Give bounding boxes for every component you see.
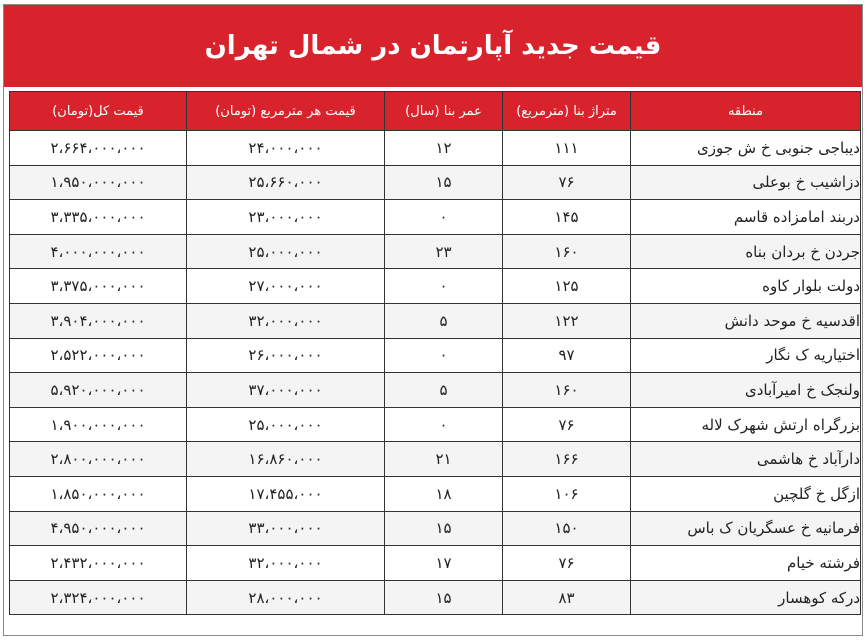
cell-region: ازگل خ گلچین <box>631 476 861 511</box>
cell-total-price: ۴،۰۰۰،۰۰۰،۰۰۰ <box>10 234 187 269</box>
table-row <box>10 131 861 166</box>
cell-region: دزاشیب خ بوعلی <box>631 165 861 200</box>
cell-total-price: ۱،۹۵۰،۰۰۰،۰۰۰ <box>10 165 187 200</box>
cell-price-per-m2: ۳۳،۰۰۰،۰۰۰ <box>187 511 385 546</box>
column-header-age: عمر بنا (سال) <box>385 92 503 131</box>
cell-region: جردن خ بردان بناه <box>631 234 861 269</box>
table-row <box>10 373 861 408</box>
cell-price-per-m2: ۲۸،۰۰۰،۰۰۰ <box>187 580 385 615</box>
cell-area: ۱۴۵ <box>503 200 631 235</box>
cell-total-price: ۱،۹۰۰،۰۰۰،۰۰۰ <box>10 407 187 442</box>
cell-area: ۱۲۲ <box>503 303 631 338</box>
cell-price-per-m2: ۳۲،۰۰۰،۰۰۰ <box>187 546 385 581</box>
cell-region: دربند امامزاده قاسم <box>631 200 861 235</box>
cell-price-per-m2: ۲۵،۰۰۰،۰۰۰ <box>187 407 385 442</box>
cell-price-per-m2: ۲۶،۰۰۰،۰۰۰ <box>187 338 385 373</box>
cell-area: ۱۶۰ <box>503 234 631 269</box>
cell-region: بزرگراه ارتش شهرک لاله <box>631 407 861 442</box>
cell-price-per-m2: ۲۳،۰۰۰،۰۰۰ <box>187 200 385 235</box>
cell-area: ۱۲۵ <box>503 269 631 304</box>
apartment-price-table <box>9 91 861 615</box>
cell-age: ۲۱ <box>385 442 503 477</box>
cell-age: ۰ <box>385 269 503 304</box>
cell-price-per-m2: ۲۷،۰۰۰،۰۰۰ <box>187 269 385 304</box>
cell-area: ۱۵۰ <box>503 511 631 546</box>
cell-total-price: ۳،۳۳۵،۰۰۰،۰۰۰ <box>10 200 187 235</box>
cell-area: ۱۰۶ <box>503 476 631 511</box>
cell-area: ۷۶ <box>503 546 631 581</box>
cell-age: ۱۲ <box>385 131 503 166</box>
cell-region: ولنجک خ امیرآبادی <box>631 373 861 408</box>
cell-age: ۱۵ <box>385 511 503 546</box>
cell-age: ۱۵ <box>385 165 503 200</box>
title-bar <box>4 5 862 87</box>
table-row <box>10 442 861 477</box>
cell-total-price: ۵،۹۲۰،۰۰۰،۰۰۰ <box>10 373 187 408</box>
cell-area: ۱۶۶ <box>503 442 631 477</box>
cell-area: ۱۱۱ <box>503 131 631 166</box>
cell-price-per-m2: ۲۴،۰۰۰،۰۰۰ <box>187 131 385 166</box>
table-row <box>10 338 861 373</box>
table-header-row <box>10 92 861 131</box>
cell-area: ۱۶۰ <box>503 373 631 408</box>
table-row <box>10 476 861 511</box>
cell-region: فرشته خیام <box>631 546 861 581</box>
table-row <box>10 511 861 546</box>
cell-age: ۰ <box>385 338 503 373</box>
cell-price-per-m2: ۱۶،۸۶۰،۰۰۰ <box>187 442 385 477</box>
table-row <box>10 200 861 235</box>
cell-total-price: ۲،۵۲۲،۰۰۰،۰۰۰ <box>10 338 187 373</box>
cell-price-per-m2: ۱۷،۴۵۵،۰۰۰ <box>187 476 385 511</box>
table-row <box>10 580 861 615</box>
cell-area: ۹۷ <box>503 338 631 373</box>
cell-area: ۷۶ <box>503 165 631 200</box>
cell-region: دولت بلوار کاوه <box>631 269 861 304</box>
table-row <box>10 165 861 200</box>
cell-age: ۰ <box>385 200 503 235</box>
cell-age: ۰ <box>385 407 503 442</box>
cell-age: ۱۷ <box>385 546 503 581</box>
cell-region: درکه کوهسار <box>631 580 861 615</box>
cell-price-per-m2: ۳۷،۰۰۰،۰۰۰ <box>187 373 385 408</box>
cell-total-price: ۴،۹۵۰،۰۰۰،۰۰۰ <box>10 511 187 546</box>
cell-price-per-m2: ۲۵،۶۶۰،۰۰۰ <box>187 165 385 200</box>
column-header-region: منطقه <box>631 92 861 131</box>
table-row <box>10 269 861 304</box>
cell-area: ۷۶ <box>503 407 631 442</box>
column-header-price-per-m2: قیمت هر مترمربع (تومان) <box>187 92 385 131</box>
cell-age: ۱۵ <box>385 580 503 615</box>
cell-region: اختیاریه ک نگار <box>631 338 861 373</box>
cell-price-per-m2: ۳۲،۰۰۰،۰۰۰ <box>187 303 385 338</box>
table-row <box>10 234 861 269</box>
cell-total-price: ۱،۸۵۰،۰۰۰،۰۰۰ <box>10 476 187 511</box>
cell-total-price: ۲،۶۶۴،۰۰۰،۰۰۰ <box>10 131 187 166</box>
cell-age: ۵ <box>385 303 503 338</box>
cell-age: ۱۸ <box>385 476 503 511</box>
cell-region: اقدسیه خ موحد دانش <box>631 303 861 338</box>
cell-total-price: ۲،۸۰۰،۰۰۰،۰۰۰ <box>10 442 187 477</box>
table-row <box>10 303 861 338</box>
cell-region: فرمانیه خ عسگریان ک باس <box>631 511 861 546</box>
table-row <box>10 546 861 581</box>
column-header-total-price: قیمت کل(تومان) <box>10 92 187 131</box>
cell-price-per-m2: ۲۵،۰۰۰،۰۰۰ <box>187 234 385 269</box>
cell-total-price: ۳،۹۰۴،۰۰۰،۰۰۰ <box>10 303 187 338</box>
cell-age: ۲۳ <box>385 234 503 269</box>
table-row <box>10 407 861 442</box>
column-header-area: متراژ بنا (مترمربع) <box>503 92 631 131</box>
cell-region: دارآباد خ هاشمی <box>631 442 861 477</box>
cell-region: دیباجی جنوبی خ ش جوزی <box>631 131 861 166</box>
cell-age: ۵ <box>385 373 503 408</box>
cell-total-price: ۲،۴۳۲،۰۰۰،۰۰۰ <box>10 546 187 581</box>
price-table-card <box>3 4 863 636</box>
cell-total-price: ۲،۳۲۴،۰۰۰،۰۰۰ <box>10 580 187 615</box>
cell-area: ۸۳ <box>503 580 631 615</box>
page-title: قیمت جدید آپارتمان در شمال تهران <box>204 31 662 61</box>
cell-total-price: ۳،۳۷۵،۰۰۰،۰۰۰ <box>10 269 187 304</box>
